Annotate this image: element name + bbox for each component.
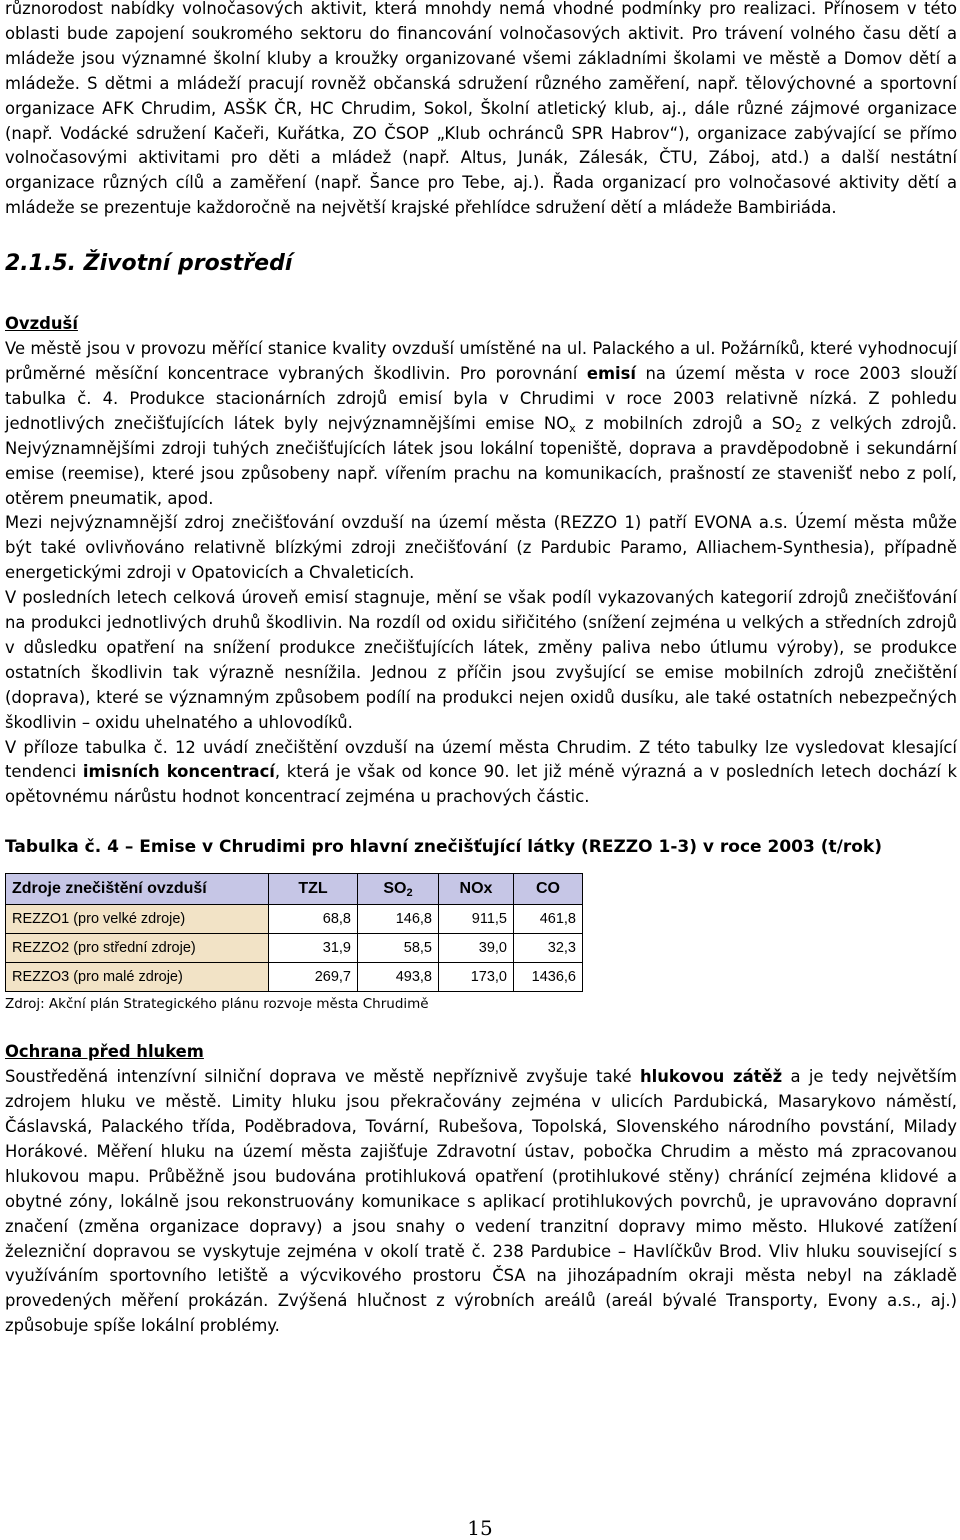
header-tzl: TZL bbox=[269, 874, 358, 905]
air-text: na území města v roce 2003 slouží tabulka č. 4. Produkce stacionárních zdrojů emisí byla v Chrudimi v roce 2003 relativně nízká. Z pohledu jednotlivých znečišťujících látek byly nejvýznamnějšími emise NO bbox=[5, 363, 957, 433]
cell-nox: 39,0 bbox=[439, 934, 514, 963]
table-header-row bbox=[6, 874, 583, 905]
nox-subscript: x bbox=[569, 421, 576, 435]
row-name: REZZO2 (pro střední zdroje) bbox=[6, 934, 269, 963]
air-text: , která je však od konce 90. let již méně výrazná a v posledních letech dochází k opětovnému nárůstu hodnot koncentrací zejména u prachových částic. bbox=[5, 762, 957, 807]
cell-co: 1436,6 bbox=[514, 963, 583, 992]
noise-paragraph bbox=[5, 1065, 957, 1339]
header-source: Zdroje znečištění ovzduší bbox=[6, 874, 269, 905]
imisni-koncentrace-bold: imisních koncentrací bbox=[82, 762, 275, 782]
air-paragraph-2: Mezi nejvýznamnější zdroj znečišťování ovzduší na území města (REZZO 1) patří EVONA a.s. Území města může být také ovlivňováno relativně blízkými zdroji znečišťování (z Pardubic Paramo, Alliachem-Synthesia), případně energetickými zdroji v Opatovicích a Chvaleticích. bbox=[5, 513, 957, 583]
table-source: Zdroj: Akční plán Strategického plánu rozvoje města Chrudimě bbox=[5, 996, 429, 1013]
row-name: REZZO3 (pro malé zdroje) bbox=[6, 963, 269, 992]
cell-tzl: 68,8 bbox=[269, 905, 358, 934]
page-number: 15 bbox=[467, 1516, 493, 1540]
so2-label-subscript: 2 bbox=[406, 887, 413, 900]
table-row bbox=[6, 963, 583, 992]
cell-tzl: 31,9 bbox=[269, 934, 358, 963]
noise-heading: Ochrana před hlukem bbox=[5, 1042, 204, 1062]
cell-co: 461,8 bbox=[514, 905, 583, 934]
so2-label: SO bbox=[383, 880, 407, 898]
intro-paragraph: různorodost nabídky volnočasových aktivit, která mnohdy nemá vhodné podmínky pro realizaci. Přínosem v této oblasti bude zapojení soukromého sektoru do financování volnočasových aktivit. Pro trávení volného času dětí a mládeže jsou významné školní kluby a kroužky organizované všemi základními školami ve městě a Domov dětí a mládeže. S dětmi a mládeží pracují rovněž občanská sdružení různého zaměření, např. tělovýchovné a sportovní organizace AFK Chrudim, ASŠK ČR, HC Chrudim, Sokol, Školní atletický klub, aj., dále různé zájmové organizace (např. Vodácké sdružení Kačeři, Kuřátka, ZO ČSOP „Klub ochránců SPR Habrov“), organizace zabývající se přímo volnočasovými aktivitami pro děti a mládež (např. Altus, Junák, Zálesák, ČTU, Záboj, atd.) a další nestátní organizace různých cílů a zaměření (např. Šance pro Tebe, aj.). Řada organizací pro volnočasové aktivity dětí a mládeže se prezentuje každoročně na největší krajské přehlídce sdružení dětí a mládeže Bambiriáda. bbox=[5, 0, 957, 218]
air-paragraph-3: V posledních letech celková úroveň emisí stagnuje, mění se však podíl vykazovaných kategorií zdrojů znečišťování na produkci jednotlivých druhů škodlivin. Na rozdíl od oxidu siřičitého (snížení zejména u velkých a středních zdrojů v důsledku opatření na snížení produkce znečišťujících látek, změny paliva nebo útlumu výroby), se produkce ostatních škodlivin tak výrazně nesnížila. Jednou z příčin jsou zvyšující se emise mobilních zdrojů znečištění (doprava), které se významným způsobem podílí na produkci nejen oxidů dusíku, ale také ostatních nebezpečných škodlivin – oxidu uhelnatého a uhlovodíků. bbox=[5, 588, 957, 732]
air-text: z velkých zdrojů. Nejvýznamnějšími zdroji tuhých znečišťujících látek jsou lokální topeniště, doprava a pravděpodobně i sekundární emise (reemise), které jsou způsobeny např. vířením prachu na komunikacích, prašností ze stavenišť nebo z polí, otěrem pneumatik, apod. bbox=[5, 413, 957, 508]
air-paragraph-1 bbox=[5, 337, 957, 511]
noise-text: Soustředěná intenzívní silniční doprava ve městě nepříznivě zvyšuje také bbox=[5, 1067, 640, 1087]
emissions-table bbox=[5, 873, 583, 992]
air-paragraph-4 bbox=[5, 736, 957, 811]
table-row bbox=[6, 905, 583, 934]
so2-subscript: 2 bbox=[795, 421, 803, 435]
hlukova-zatez-bold: hlukovou zátěž bbox=[639, 1067, 783, 1087]
emisi-bold: emisí bbox=[586, 363, 637, 383]
air-heading: Ovzduší bbox=[5, 314, 78, 334]
row-name: REZZO1 (pro velké zdroje) bbox=[6, 905, 269, 934]
cell-nox: 173,0 bbox=[439, 963, 514, 992]
air-text: V příloze tabulka č. 12 uvádí znečištění ovzduší na území města Chrudim. Z této tabulky lze vysledovat klesající tendenci bbox=[5, 737, 957, 782]
header-nox: NOx bbox=[439, 874, 514, 905]
table-caption: Tabulka č. 4 – Emise v Chrudimi pro hlavní znečišťující látky (REZZO 1-3) v roce 2003 (t/rok) bbox=[5, 837, 882, 858]
cell-so2: 146,8 bbox=[358, 905, 439, 934]
cell-so2: 58,5 bbox=[358, 934, 439, 963]
section-heading: 2.1.5. Životní prostředí bbox=[5, 251, 293, 277]
cell-co: 32,3 bbox=[514, 934, 583, 963]
table-row bbox=[6, 934, 583, 963]
air-text: Ve městě jsou v provozu měřící stanice kvality ovzduší umístěné na ul. Palackého a ul. Požárníků, které vyhodnocují průměrné měsíční koncentrace vybraných škodlivin. Pro porovnání bbox=[5, 339, 957, 383]
noise-text: a je tedy největším zdrojem hluku ve městě. Limity hluku jsou překračovány zejména v ulicích Pardubická, Masarykovo náměstí, Čáslavská, Palackého třída, Poděbradova, Tovární, Rubešova, Topolská, Slovenského národního povstání, Milady Horákové. Měření hluku na území města zajišťuje Zdravotní ústav, pobočka Chrudim a město má zpracovanou hlukovou mapu. Průběžně jsou budována protihluková opatření (protihlukové stěny) chránící zejména klidové a obytné zóny, lokálně jsou rekonstruovány komunikace s aplikací protihlukových povrchů, je upravováno dopravní značení (změna organizace dopravy) a jsou snahy o vedení tranzitní dopravy mimo město. Hlukové zatížení železniční dopravou se vyskytuje zejména v okolí tratě č. 238 Pardubice – Havlíčkův Brod. Vliv hluku související s využíváním sportovního letiště a výcvikového prostoru ČSA na jihozápadním okraji města nebyl na základě provedených měření prokázán. Zvýšená hlučnost z výrobních areálů (areál bývalé Transporty, Evony a.s., aj.) způsobuje spíše lokální problémy. bbox=[5, 1067, 958, 1336]
document-page bbox=[5, 0, 957, 1339]
header-co: CO bbox=[514, 874, 583, 905]
cell-nox: 911,5 bbox=[439, 905, 514, 934]
header-so2 bbox=[358, 874, 439, 905]
cell-so2: 493,8 bbox=[358, 963, 439, 992]
emissions-table-wrapper bbox=[5, 873, 957, 992]
air-text: z mobilních zdrojů a SO bbox=[575, 413, 796, 433]
cell-tzl: 269,7 bbox=[269, 963, 358, 992]
